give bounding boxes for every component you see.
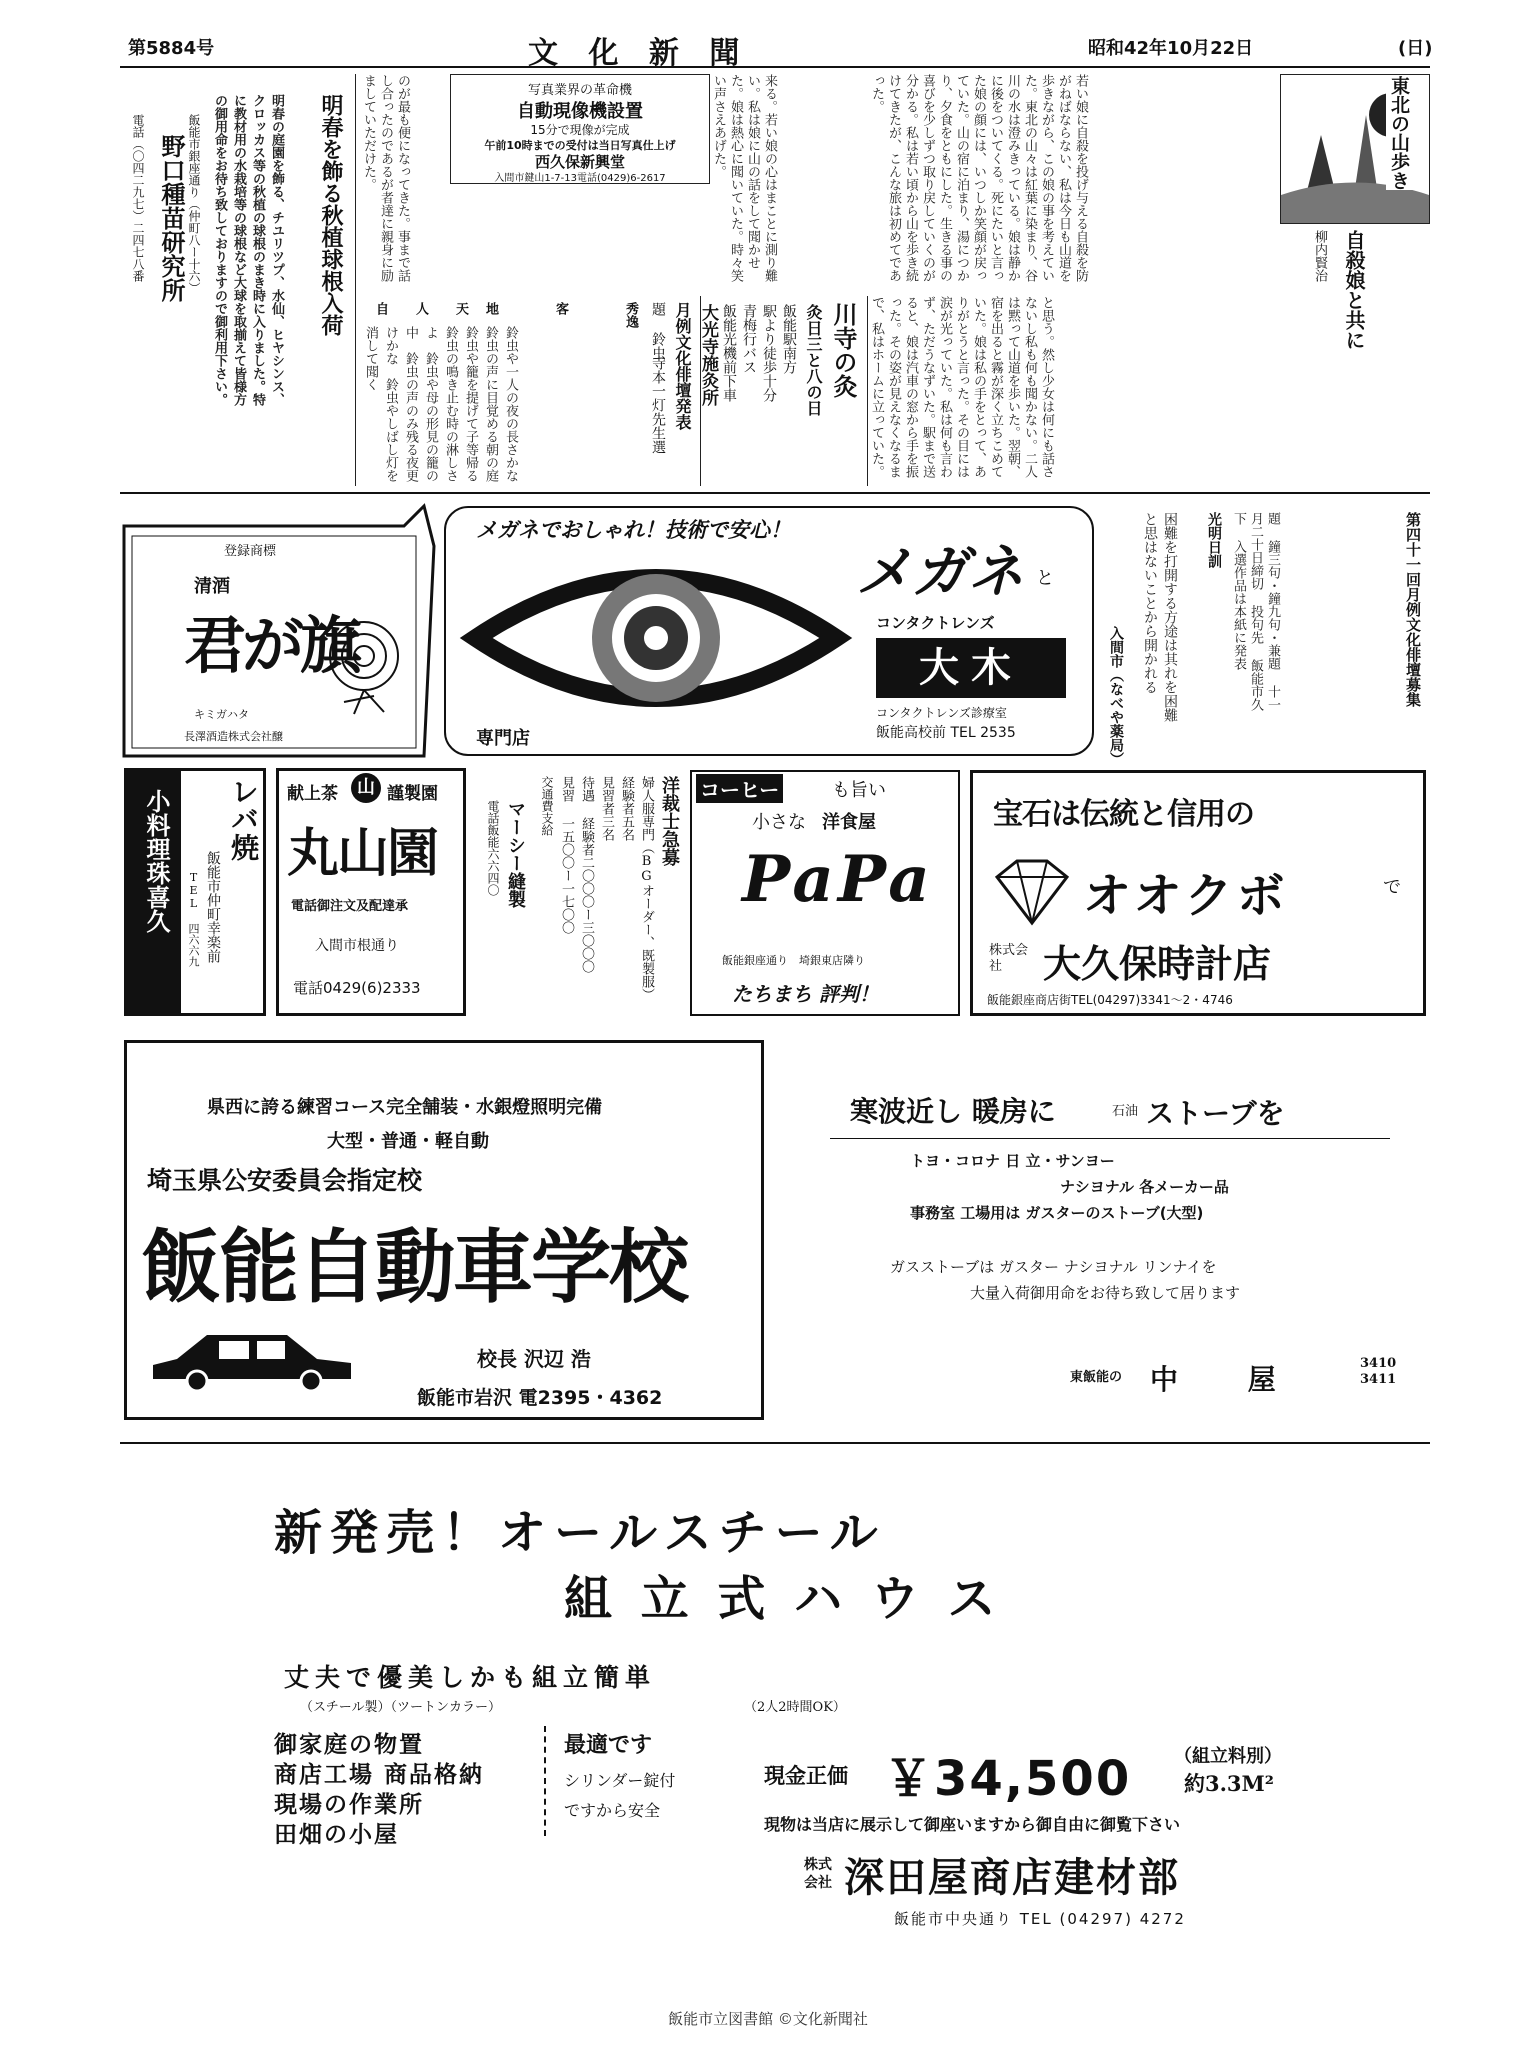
moxa-title: 川寺の灸 <box>829 302 858 398</box>
stove-ad <box>800 1090 1430 1430</box>
house-use-4: 田畑の小屋 <box>274 1821 399 1848</box>
coffee-tagline: たちまち 評判！ <box>732 982 879 1006</box>
recruit-body: 題 鐘三句・鐘九句・兼題 十一月二十日締切 投句先 飯能市久下 入選作品は本紙に発表 <box>1231 512 1280 711</box>
jewel-ad <box>970 770 1426 1016</box>
house-corp: 株式会社 <box>804 1857 832 1891</box>
stove-small: 石油 <box>1112 1104 1139 1119</box>
photo-line2: 午前10時までの受付は当日写真仕上げ <box>484 139 676 152</box>
reba-shop: 小料理珠喜久 <box>142 789 171 933</box>
house-use-1: 御家庭の物置 <box>274 1731 424 1758</box>
house-ad <box>124 1450 1424 1970</box>
tailor-line1: 婦人服専門（BGオーダー、既製服） <box>639 776 654 1001</box>
tea-ad <box>276 768 466 1016</box>
photo-ad <box>450 74 710 184</box>
moxa-ad <box>700 296 868 486</box>
recruit-kunwa <box>1100 506 1430 766</box>
tea-phone: 電話0429(6)2333 <box>293 979 421 997</box>
tailor-title: 洋裁士急募 <box>659 776 680 866</box>
stove-line5: 大量入荷御用命をお待ち致して居ります <box>970 1284 1241 1302</box>
bulbs-shop: 野口種苗研究所 <box>157 134 186 302</box>
house-price-label: 現金正価 <box>764 1763 848 1788</box>
sake-kind: 清酒 <box>194 576 230 597</box>
tea-top2: 謹製園 <box>387 784 438 804</box>
eye-icon <box>466 548 846 728</box>
tailor-line6: 交通費支給 <box>540 776 554 836</box>
glasses-sub: コンタクトレンズ <box>876 614 995 632</box>
photo-headline: 自動現像機設置 <box>517 101 643 122</box>
stove-line1: トヨ・コロナ 日 立・サンヨー <box>910 1152 1115 1170</box>
house-shop: 深田屋商店建材部 <box>844 1854 1180 1901</box>
haiku-rank-1: 秀逸 <box>623 302 638 328</box>
house-reason-1: 最適です <box>564 1732 653 1758</box>
school-name: 飯能自動車学校 <box>141 1220 687 1314</box>
issue-number: 第5884号 <box>128 38 215 59</box>
tohoku-subtitle: 自殺娘と共に <box>1342 230 1366 350</box>
bulbs-phone: 電話（〇四二九七）二四七八番 <box>131 114 145 282</box>
tailor-ad <box>476 770 684 1016</box>
glasses-slogan: メガネでおしゃれ！技術で安心！ <box>476 517 791 542</box>
stove-line3: 事務室 工場用は ガスターのストーブ(大型) <box>910 1204 1204 1222</box>
house-spec2: （2人2時間OK） <box>744 1700 846 1715</box>
tailor-line5: 見習 一五〇〇ー一七〇〇 <box>559 776 574 934</box>
house-note-1: （組立料別） <box>1174 1746 1282 1767</box>
house-tagline: 丈夫で優美しかも組立簡単 <box>284 1663 657 1692</box>
stove-shop: 中 屋 <box>1150 1363 1306 1396</box>
sake-tag: 登録商標 <box>224 544 277 559</box>
house-reason-3: ですから安全 <box>564 1801 661 1820</box>
tailor-line4: 待遇 経験者二〇〇〇ー三〇〇〇 <box>579 776 594 973</box>
school-ad <box>124 1040 764 1420</box>
bulbs-body: 明春の庭園を飾る、チユリツプ、水仙、ヒヤシンス、クロッカス等の秋植の球根のまき時に入りました。特に教材用の水栽培等の球根など大球を取揃えて皆様方の御用命をお待ち致しておりますので御利用下さい。 <box>212 94 284 406</box>
issue-date: 昭和42年10月22日 <box>1088 38 1254 59</box>
tohoku-title: 東北の山歩き <box>1386 76 1413 190</box>
stove-line4: ガスストーブは ガスター ナシヨナル リンナイを <box>890 1258 1217 1276</box>
footer-credit: 飯能市立図書館 ©文化新聞社 <box>668 2010 868 2028</box>
stove-brand: ストーブを <box>1146 1097 1285 1130</box>
jewel-brand: オオクボ <box>1083 868 1289 924</box>
bulbs-ad <box>120 74 356 486</box>
page-header <box>128 32 1433 71</box>
haiku-rank-6: 自 <box>373 302 388 315</box>
coffee-logo: PaPa <box>742 842 934 917</box>
haiku-rank-2: 客 <box>553 302 568 315</box>
moxa-line4: 飯能光機前下車 <box>721 304 737 402</box>
coffee-line2: も旨い <box>832 780 886 801</box>
glasses-brand: メガネ <box>856 539 1024 605</box>
stove-place: 東飯能の <box>1070 1370 1123 1385</box>
school-principal: 校長 沢辺 浩 <box>477 1347 591 1371</box>
moxa-days: 灸日三と八の日 <box>804 304 823 416</box>
jewel-headline: 宝石は伝統と信用の <box>993 797 1254 832</box>
recruit-venue: 入間市（なべや薬局） <box>1108 626 1124 766</box>
sake-reading: キミガハタ <box>194 708 249 721</box>
moxa-line2: 駅より徒歩十分 <box>761 304 777 402</box>
moxa-line3: 青梅行バス <box>741 304 757 374</box>
sake-name: 君が旗 <box>184 609 359 682</box>
glasses-label: 専門店 <box>476 728 530 749</box>
reba-address: 飯能市仲町幸楽前 <box>205 851 221 963</box>
glasses-clinic: コンタクトレンズ診療室 <box>876 706 1007 720</box>
tea-name: 丸山園 <box>287 823 438 884</box>
recruit-title: 第四十一回月例文化俳壇募集 <box>1404 512 1422 707</box>
house-address: 飯能市中央通り TEL (04297) 4272 <box>894 1910 1186 1928</box>
haiku-rank-5: 人 <box>413 302 428 315</box>
stove-tel2: 3411 <box>1360 1372 1397 1387</box>
coffee-address: 飯能銀座通り 埼銀東店隣り <box>722 954 865 967</box>
car-icon <box>147 1323 357 1393</box>
photo-shop: 西久保新興堂 <box>534 153 625 171</box>
tohoku-author: 柳内賢治 <box>1312 230 1327 282</box>
column-text: 来る。若い娘の心はまことに測り難い。私は娘に山の話をして聞かせた。娘は熱心に聞いていた。時々笑い声さえあげた。 <box>711 74 777 282</box>
tea-top1: 献上茶 <box>287 784 338 804</box>
haiku-theme: 題 鈴虫 <box>650 302 666 360</box>
tea-mark: 山 <box>351 773 381 803</box>
house-price: ￥34,500 <box>884 1751 1132 1807</box>
glasses-to: と <box>1036 568 1054 589</box>
glasses-ad <box>444 506 1094 756</box>
house-headline-1: 新発売！オールスチール <box>274 1505 886 1561</box>
house-reason-2: シリンダー錠付 <box>564 1771 676 1790</box>
kunwa-title: 光明日訓 <box>1206 512 1222 568</box>
tea-line1: 電話御注文及配達承 <box>291 899 409 914</box>
reba-ad <box>124 768 266 1016</box>
masthead: 文 化 新 聞 <box>528 36 750 71</box>
haiku-rank-4: 天 <box>453 302 468 315</box>
photo-tag: 写真業界の革命機 <box>527 83 632 98</box>
diamond-icon <box>987 857 1077 927</box>
jewel-corp: 株式会社 <box>989 943 1029 974</box>
house-headline-2: 組 立 式 ハ ウ ス <box>564 1571 1002 1627</box>
jewel-address: 飯能銀座商店街TEL(04297)3341～2・4746 <box>987 993 1233 1007</box>
sake-maker: 長澤酒造株式会社醸 <box>184 730 283 743</box>
haiku-title: 月例文化俳壇発表 <box>673 302 692 430</box>
haiku-poems: 鈴虫や一人の夜の長さかな 鈴虫の声に目覚める朝の庭 鈴虫や籠を提げて子等帰る 鈴虫の鳴き止む時の淋しさよ 鈴虫や母の形見の籠の中 鈴虫の声のみ残る夜更けかな 鈴虫やしばし灯を消して聞く <box>363 326 518 495</box>
photo-address: 入間市鍵山1-7-13電話(0429)6-2617 <box>494 173 666 184</box>
moxa-line1: 飯能駅南方 <box>781 304 797 374</box>
top-section <box>120 70 1430 495</box>
chrysanthemum-icon <box>314 616 414 716</box>
tailor-line3: 見習者三名 <box>599 776 614 841</box>
house-note-2: 約3.3M² <box>1184 1771 1274 1796</box>
tailor-phone: 電話飯能六六四〇 <box>486 800 500 896</box>
stove-line2: ナシヨナル 各メーカー品 <box>1060 1178 1229 1196</box>
coffee-line4: 洋食屋 <box>822 812 876 833</box>
moxa-shop: 大光寺施灸所 <box>698 304 718 406</box>
house-display: 現物は当店に展示して御座いますから御自由に御覧下さい <box>764 1815 1181 1834</box>
glasses-address: 飯能高校前 TEL 2535 <box>876 725 1016 741</box>
haiku-rank-3: 地 <box>483 302 498 315</box>
stove-headline: 寒波近し 暖房に <box>850 1095 1056 1128</box>
tailor-line2: 経験者五名 <box>619 776 634 841</box>
coffee-line1: コーヒー <box>696 774 783 803</box>
bulbs-address: 飯能市銀座通り（仲町八ー十六） <box>187 114 201 294</box>
school-line3: 埼玉県公安委員会指定校 <box>147 1166 423 1195</box>
jewel-de: で <box>1383 877 1401 898</box>
tohoku-body-lower: と思う。然し少女は何にも話さないし私も何も聞かない。二人は黙って山道を歩いた。翌朝、宿を出ると霧が深く立ちこめていた。娘は私の手をとって、ありがとうと言った。その目には涙が光っていた。私は何も言わず、ただうなずいた。駅まで送ると、娘は汽車の窓から手を振った。その姿が見えなくなるまで、私はホームに立っていた。 <box>869 296 1054 478</box>
weekday: (日) <box>1398 38 1433 59</box>
photo-line1: 15分で現像が完成 <box>530 123 630 137</box>
stove-tel1: 3410 <box>1360 1356 1397 1371</box>
haiku-section <box>360 296 700 495</box>
school-line2: 大型・普通・軽自動 <box>327 1131 489 1152</box>
glasses-shop: 大木 <box>876 638 1066 698</box>
haiku-selector: 寺本一灯先生選 <box>650 356 666 454</box>
coffee-ad <box>690 770 960 1016</box>
house-use-2: 商店工場 商品格納 <box>274 1761 485 1788</box>
sake-ad <box>124 506 434 756</box>
reba-title: レバ焼 <box>227 777 260 861</box>
coffee-line3: 小さな <box>752 812 806 833</box>
tea-line2: 入間市根通り <box>315 938 399 954</box>
tailor-shop: マーシー縫製 <box>505 800 526 908</box>
jewel-shop: 大久保時計店 <box>1043 942 1272 986</box>
house-use-3: 現場の作業所 <box>274 1791 424 1818</box>
kunwa-text: 困難を打開する方途は其れを困難と思はないことから開かれる <box>1142 512 1178 722</box>
house-spec1: （スチール製）（ツートンカラー） <box>300 1700 501 1715</box>
school-line1: 県西に誇る練習コース完全舗装・水銀燈照明完備 <box>207 1097 603 1118</box>
school-address: 飯能市岩沢 電2395・4362 <box>417 1387 663 1409</box>
reba-tel: TEL 四六六九 <box>187 871 200 967</box>
tohoku-body: 若い娘に自殺を投げ与える自殺を防がねばならない、私は今日も山道を歩きながら、この娘の事を考えていた。東北の山々は紅葉に染まり、谷川の水は澄みきっている。娘は静かに後をついてくる。死にたいと言った娘の顔には、いつしか笑顔が戻っていた。山の宿に泊まり、湯につかり、夕食をともにした。生きる事の喜びを少しずつ取り戻していくのが分かる。私は若い頃から山を歩き続けてきたが、こんな旅は初めてであった。 <box>869 74 1088 282</box>
column-text-2: のが最も便になってきた。事まで話し合ったのであるが者達に親身に励ましていただけた。 <box>361 74 410 282</box>
bulbs-headline: 明春を飾る秋植球根入荷 <box>318 94 344 336</box>
